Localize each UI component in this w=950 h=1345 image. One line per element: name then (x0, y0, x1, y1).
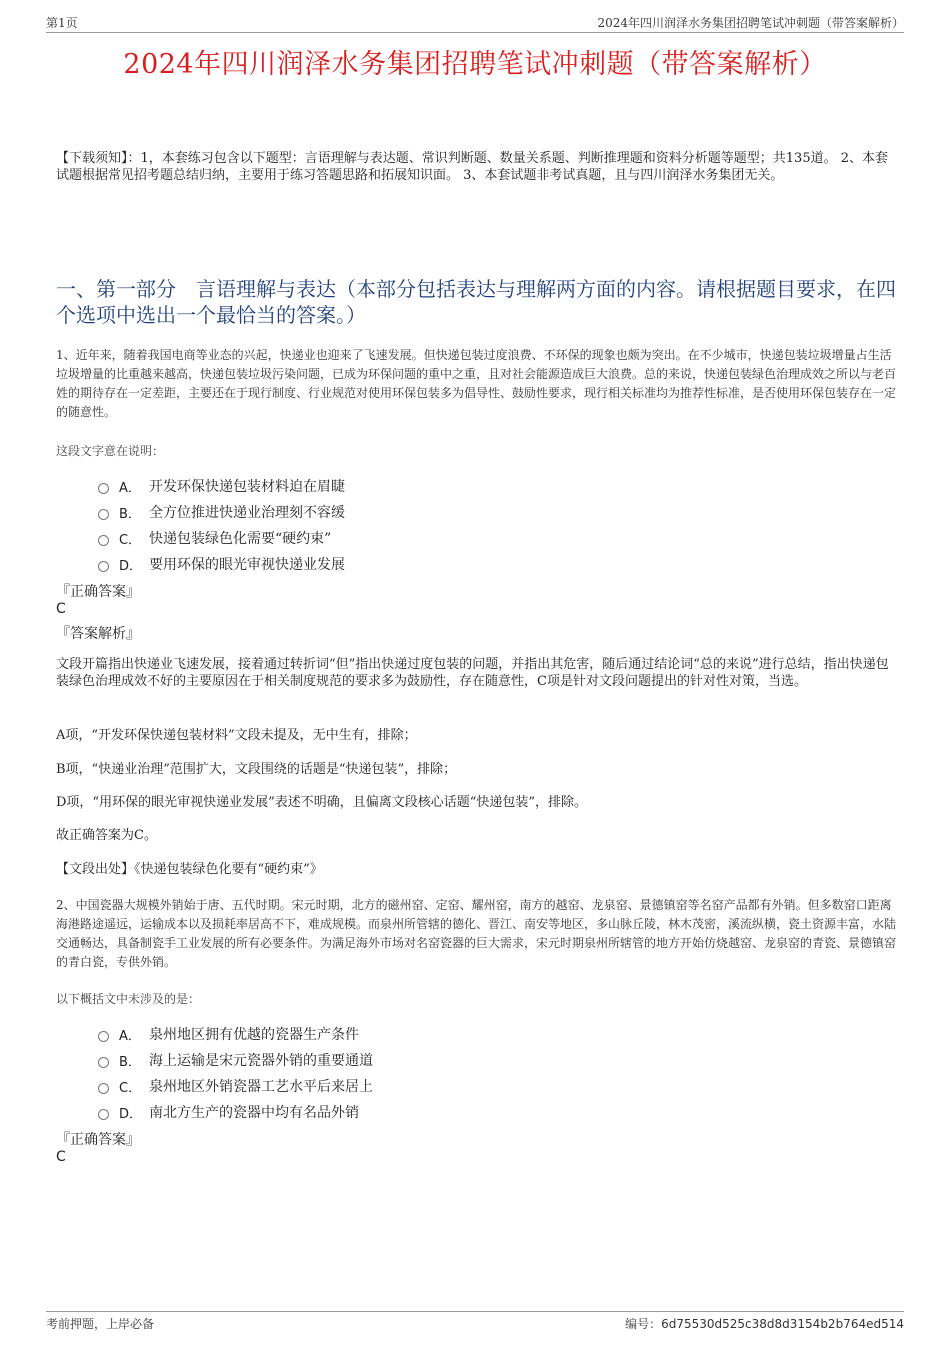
correct-answer: C (56, 1149, 66, 1165)
radio-button-icon[interactable] (98, 1083, 109, 1094)
page-number: 第1页 (46, 16, 78, 30)
question-1-options (56, 473, 900, 577)
radio-button-icon[interactable] (98, 483, 109, 494)
option-text: 开发环保快递包装材料迫在眉睫 (149, 479, 345, 495)
option-b[interactable] (56, 499, 900, 525)
analysis-paragraph: D项，“用环保的眼光审视快递业发展”表述不明确，且偏离文段核心话题“快递包装”，排除。 (56, 795, 588, 810)
radio-button-icon[interactable] (98, 509, 109, 520)
option-text: 快递包装绿色化需要“硬约束” (149, 531, 332, 547)
analysis-paragraph: 故正确答案为C。 (56, 828, 157, 843)
page-header (46, 14, 904, 33)
option-text: 要用环保的眼光审视快递业发展 (149, 557, 345, 573)
section-heading: 一、第一部分 言语理解与表达（本部分包括表达与理解两方面的内容。请根据题目要求，在四个选项中选出一个最恰当的答案。） (56, 277, 896, 327)
option-d[interactable] (56, 551, 900, 577)
option-text: 海上运输是宋元瓷器外销的重要通道 (149, 1053, 373, 1069)
radio-button-icon[interactable] (98, 1031, 109, 1042)
question-2-text: 2、中国瓷器大规模外销始于唐、五代时期。宋元时期，北方的磁州窑、定窑、耀州窑，南方的越窑、龙泉窑、景德镇窑等名窑产品都有外销。但多数窑口距离海港路途遥远，运输成本以及损耗率居高不下，难成规模。而泉州所管辖的德化、晋江、南安等地区，多山脉丘陵，林木茂密，溪流纵横，瓷土资源丰富，水陆交通畅达，具备制瓷手工业发展的所有必要条件。为满足海外市场对名窑瓷器的巨大需求，宋元时期泉州所辖管的地方开始仿烧越窑、龙泉窑的青瓷、景德镇窑的青白瓷，专供外销。 (56, 898, 897, 969)
document-code (625, 1315, 904, 1332)
radio-button-icon[interactable] (98, 1109, 109, 1120)
option-letter: C． (119, 1080, 142, 1096)
option-letter: A． (119, 480, 141, 496)
page-footer (46, 1311, 904, 1332)
question-2-options (56, 1021, 900, 1125)
option-letter: A． (119, 1028, 141, 1044)
option-b[interactable] (56, 1047, 900, 1073)
option-c[interactable] (56, 525, 900, 551)
option-text: 全方位推进快递业治理刻不容缓 (149, 505, 345, 521)
option-text: 南北方生产的瓷器中均有名品外销 (149, 1105, 359, 1121)
download-notice: 【下载须知】：1，本套练习包含以下题型：言语理解与表达题、常识判断题、数量关系题、判断推理题和资料分析题等题型；共135道。 2、本套试题根据常见招考题总结归纳，主要用于练习答题思路和拓展知识面。 3、本套试题非考试真题，且与四川润泽水务集团无关。 (56, 151, 888, 183)
option-text: 泉州地区外销瓷器工艺水平后来居上 (149, 1079, 373, 1095)
analysis-paragraph: B项，“快递业治理”范围扩大，文段围绕的话题是“快递包装”，排除； (56, 762, 457, 777)
option-a[interactable] (56, 473, 900, 499)
option-letter: B． (119, 506, 141, 522)
analysis-paragraph: A项，“开发环保快递包装材料”文段未提及，无中生有，排除； (56, 728, 417, 743)
radio-button-icon[interactable] (98, 535, 109, 546)
option-letter: D． (119, 558, 143, 574)
code-label: 编号： (625, 1317, 662, 1331)
radio-button-icon[interactable] (98, 1057, 109, 1068)
question-2-prompt: 以下概括文中未涉及的是： (56, 992, 201, 1006)
option-c[interactable] (56, 1073, 900, 1099)
option-letter: C． (119, 532, 142, 548)
code-value: 6d75530d525c38d8d3154b2b764ed514 (661, 1317, 904, 1331)
footer-slogan: 考前押题，上岸必备 (46, 1317, 155, 1331)
correct-answer-label: 『正确答案』 (56, 1132, 140, 1148)
radio-button-icon[interactable] (98, 561, 109, 572)
option-letter: D． (119, 1106, 143, 1122)
analysis-paragraph: 文段开篇指出快递业飞速发展，接着通过转折词“但”指出快递过度包装的问题，并指出其危害，随后通过结论词“总的来说”进行总结，指出快递包装绿色治理成效不好的主要原因在于相关制度规范的要求多为鼓励性，存在随意性，C项是针对文段问题提出的针对性对策，当选。 (56, 657, 889, 689)
option-d[interactable] (56, 1099, 900, 1125)
option-letter: B． (119, 1054, 141, 1070)
question-1-text: 1、近年来，随着我国电商等业态的兴起，快递业也迎来了飞速发展。但快递包装过度浪费、不环保的现象也颇为突出。在不少城市，快递包装垃圾增量占生活垃圾增量的比重越来越高，快递包装垃圾污染问题，已成为环保问题的重中之重，且对社会能源造成巨大浪费。总的来说，快递包装绿色治理成效之所以与老百姓的期待存在一定差距，主要还在于现行制度、行业规范对使用环保包装多为倡导性、鼓励性要求，现行相关标准均为推荐性标准，是否使用环保包装存在一定的随意性。 (56, 348, 897, 419)
document-title: 2024年四川润泽水务集团招聘笔试冲刺题（带答案解析） (123, 49, 827, 80)
running-title: 2024年四川润泽水务集团招聘笔试冲刺题（带答案解析） (597, 16, 904, 30)
analysis-label: 『答案解析』 (56, 626, 140, 642)
option-text: 泉州地区拥有优越的瓷器生产条件 (149, 1027, 359, 1043)
correct-answer-label: 『正确答案』 (56, 584, 140, 600)
option-a[interactable] (56, 1021, 900, 1047)
correct-answer: C (56, 601, 66, 617)
question-1-prompt: 这段文字意在说明： (56, 444, 165, 458)
source-note: 【文段出处】《快递包装绿色化要有“硬约束”》 (56, 862, 323, 877)
